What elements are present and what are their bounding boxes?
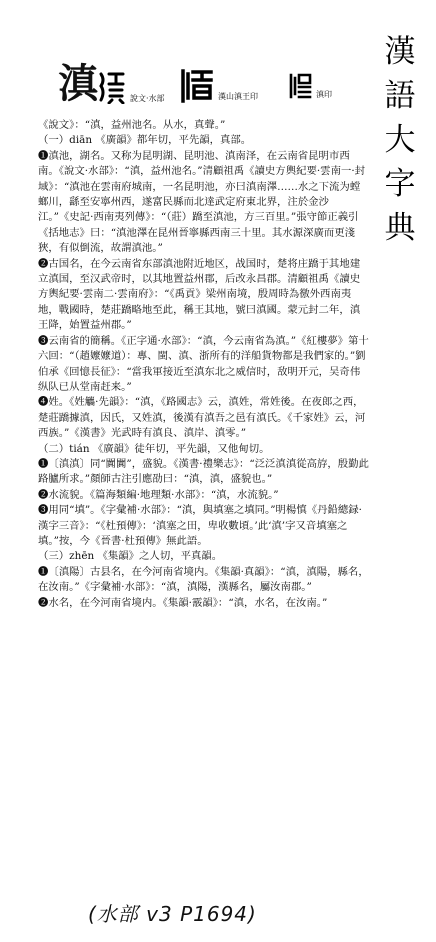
sense-paragraph: ❶〔滇陽〕古县名，在今河南省境内。《集韻·真韻》：“滇，滇陽，縣名，在汝南。”《字彙補·水部》：“滇，滇陽，漢縣名，屬汝南郡。” — [38, 565, 369, 594]
entry-line: 《說文》：“滇，益州池名。从水，真聲。” — [38, 119, 226, 131]
sense-paragraph: ❷古国名，在今云南省东部滇池附近地区，战国时，楚将庄蹻于其地建立滇国，至汉武帝时，以其地置益州郡，后改永昌郡。清顧祖禹《讀史方輿紀要·雲南二·雲南府》：“《禹貢》梁州南境，殷周時為徼外西南夷地，戰國時，楚莊蹻略地至此，稱王其地，號曰滇國。蒙元封二年，滇王降，始置益州郡。” — [38, 257, 361, 332]
book-title-char: 漢 — [384, 34, 416, 70]
seal-script-glyph-3 — [288, 72, 312, 100]
book-title-char: 語 — [384, 78, 416, 114]
sense-paragraph: ❹姓。《姓觿·先韻》：“滇，《路國志》云，滇姓，常姓後。在夜郎之西，楚莊蹻據滇，因氏，又姓滇，後漢有滇吾之邑有滇氏。《千家姓》云，河西族。”《漢書》光武時有滇良、滇岸、滇零。” — [38, 396, 366, 440]
sense-paragraph: ❶〔滇滇〕同“闐闐”，盛貌。《漢書·禮樂志》：“泛泛滇滇從高斿，殷勤此路臚所求。”顏師古注引應劭曰：“滇，滇，盛貌也。” — [38, 457, 369, 486]
glyph-source-1: 說文·水部 — [130, 94, 165, 103]
head-character: 滇 — [58, 60, 98, 107]
entry-head — [58, 60, 378, 108]
handwritten-page-reference: (水部 v3 P1694) — [88, 902, 257, 926]
sense-paragraph: ❸用同“填”。《字彙補·水部》：“滇，與填塞之填同。”明楊慎《丹鉛總録·漢字三音》：“《杜預傳》：‘滇塞之田，卑收數頃。’此‘滇’字又音填塞之填。”按，今《晉書·杜預傳》無此語。 — [38, 504, 362, 547]
glyph-source-3: 滇印 — [316, 90, 332, 99]
sense-paragraph: ❷水名，在今河南省境内。《集韻·霰韻》：“滇，水名，在汝南。” — [38, 596, 328, 609]
reading-heading: （二）tián 《廣韻》徒年切，平先韻，又他甸切。 — [38, 442, 270, 455]
glyph-source-2: 漢山滇王印 — [218, 92, 258, 101]
entry-body — [38, 118, 370, 611]
seal-script-glyph-1 — [98, 70, 126, 104]
book-title-char: 大 — [384, 122, 416, 158]
book-title-char: 字 — [384, 166, 416, 202]
sense-paragraph: ❷水流貌。《篇海類編·地理類·水部》：“滇，水流貌。” — [38, 488, 279, 501]
sense-paragraph: ❸云南省的簡稱。《正字通·水部》：“滇，今云南省為滇。”《紅樓夢》第十六回：“（趙嬤嬤道）：專、閩、滇、浙所有的洋船貨物都是我們家的。”劉伯承《回憶長征》：“當我軍接近至滇东北之威信时，敌明开元，吴奇伟纵队已从堂南赶来。” — [38, 334, 369, 393]
sense-paragraph: ❶滇池，湖名。又称为昆明湖、昆明池、滇南泽，在云南省昆明市西南。《說文·水部》：“滇，益州池名。”清顧祖禹《讀史方輿紀要·雲南一·封域》：“滇池在雲南府城南，一名昆明池，亦曰滇南澤……水之下流为螳螂川，繇至安寧州西，遂富民縣而北達武定府東北界，注於金沙江。”《史記·西南夷列傳》：“（莊）蹻至滇池，方三百里。”張守節正義引《括地志》曰：“滇池澤在昆州晉寧縣西南三十里。其水源深廣而更淺狹，有似倒流，故謂滇池。” — [38, 149, 366, 255]
reading-heading: （一）diān 《廣韻》都年切，平先韻，真部。 — [38, 134, 252, 147]
book-title-char: 典 — [384, 210, 416, 246]
seal-script-glyph-2 — [180, 68, 214, 104]
reading-heading: （三）zhēn 《集韻》之人切，平真韻。 — [38, 550, 223, 563]
book-title-vertical — [378, 30, 422, 250]
